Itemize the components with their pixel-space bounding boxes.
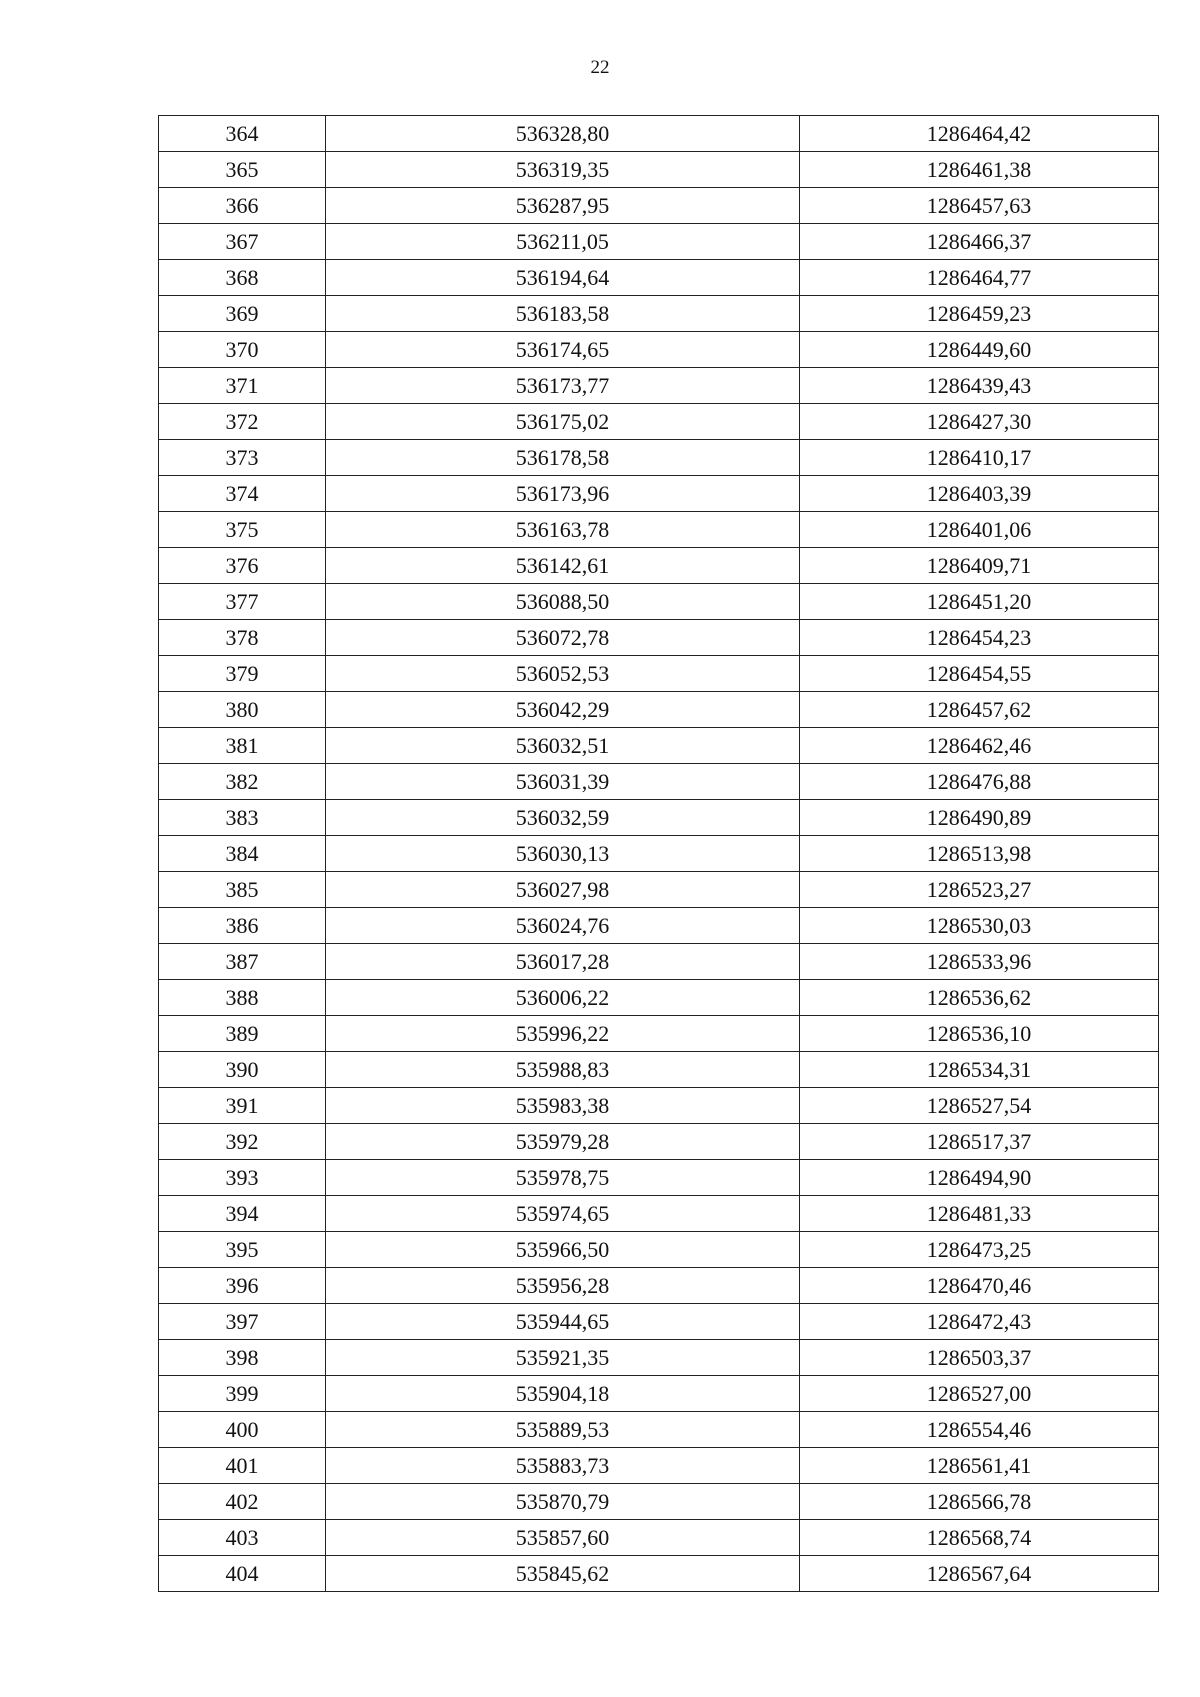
point-number-cell: 380	[159, 692, 326, 728]
point-number-cell: 402	[159, 1484, 326, 1520]
table-row	[159, 1304, 1159, 1340]
y-coordinate-cell: 1286536,62	[800, 980, 1159, 1016]
x-coordinate-cell: 536031,39	[326, 764, 800, 800]
table-row	[159, 836, 1159, 872]
table-row	[159, 980, 1159, 1016]
table-row	[159, 872, 1159, 908]
x-coordinate-cell: 535979,28	[326, 1124, 800, 1160]
x-coordinate-cell: 536024,76	[326, 908, 800, 944]
x-coordinate-cell: 535889,53	[326, 1412, 800, 1448]
y-coordinate-cell: 1286554,46	[800, 1412, 1159, 1448]
table-row	[159, 368, 1159, 404]
table-row	[159, 440, 1159, 476]
x-coordinate-cell: 536319,35	[326, 152, 800, 188]
x-coordinate-cell: 535966,50	[326, 1232, 800, 1268]
x-coordinate-cell: 535921,35	[326, 1340, 800, 1376]
page-number: 22	[590, 57, 610, 78]
table-row	[159, 260, 1159, 296]
table-row	[159, 656, 1159, 692]
table-row	[159, 1160, 1159, 1196]
y-coordinate-cell: 1286494,90	[800, 1160, 1159, 1196]
y-coordinate-cell: 1286517,37	[800, 1124, 1159, 1160]
table-row	[159, 800, 1159, 836]
x-coordinate-cell: 536328,80	[326, 116, 800, 152]
y-coordinate-cell: 1286457,63	[800, 188, 1159, 224]
point-number-cell: 385	[159, 872, 326, 908]
x-coordinate-cell: 536032,51	[326, 728, 800, 764]
table-row	[159, 692, 1159, 728]
y-coordinate-cell: 1286523,27	[800, 872, 1159, 908]
x-coordinate-cell: 535845,62	[326, 1556, 800, 1592]
y-coordinate-cell: 1286454,55	[800, 656, 1159, 692]
table-row	[159, 1412, 1159, 1448]
x-coordinate-cell: 535974,65	[326, 1196, 800, 1232]
x-coordinate-cell: 536183,58	[326, 296, 800, 332]
y-coordinate-cell: 1286403,39	[800, 476, 1159, 512]
table-row	[159, 1016, 1159, 1052]
x-coordinate-cell: 536030,13	[326, 836, 800, 872]
point-number-cell: 401	[159, 1448, 326, 1484]
y-coordinate-cell: 1286527,00	[800, 1376, 1159, 1412]
point-number-cell: 396	[159, 1268, 326, 1304]
x-coordinate-cell: 535870,79	[326, 1484, 800, 1520]
table-row	[159, 296, 1159, 332]
x-coordinate-cell: 535883,73	[326, 1448, 800, 1484]
point-number-cell: 371	[159, 368, 326, 404]
point-number-cell: 398	[159, 1340, 326, 1376]
point-number-cell: 382	[159, 764, 326, 800]
y-coordinate-cell: 1286401,06	[800, 512, 1159, 548]
y-coordinate-cell: 1286464,77	[800, 260, 1159, 296]
table-row	[159, 944, 1159, 980]
point-number-cell: 379	[159, 656, 326, 692]
table-row	[159, 620, 1159, 656]
table-row	[159, 188, 1159, 224]
table-row	[159, 1088, 1159, 1124]
y-coordinate-cell: 1286464,42	[800, 116, 1159, 152]
table-row	[159, 1376, 1159, 1412]
point-number-cell: 368	[159, 260, 326, 296]
x-coordinate-cell: 535983,38	[326, 1088, 800, 1124]
y-coordinate-cell: 1286561,41	[800, 1448, 1159, 1484]
table-row	[159, 764, 1159, 800]
y-coordinate-cell: 1286503,37	[800, 1340, 1159, 1376]
y-coordinate-cell: 1286513,98	[800, 836, 1159, 872]
table-row	[159, 908, 1159, 944]
y-coordinate-cell: 1286567,64	[800, 1556, 1159, 1592]
x-coordinate-cell: 535944,65	[326, 1304, 800, 1340]
table-row	[159, 1052, 1159, 1088]
table-row	[159, 224, 1159, 260]
point-number-cell: 393	[159, 1160, 326, 1196]
x-coordinate-cell: 536088,50	[326, 584, 800, 620]
table-row	[159, 1196, 1159, 1232]
y-coordinate-cell: 1286566,78	[800, 1484, 1159, 1520]
y-coordinate-cell: 1286459,23	[800, 296, 1159, 332]
x-coordinate-cell: 536178,58	[326, 440, 800, 476]
point-number-cell: 404	[159, 1556, 326, 1592]
point-number-cell: 378	[159, 620, 326, 656]
table-row	[159, 152, 1159, 188]
table-row	[159, 728, 1159, 764]
y-coordinate-cell: 1286568,74	[800, 1520, 1159, 1556]
x-coordinate-cell: 535956,28	[326, 1268, 800, 1304]
x-coordinate-cell: 535996,22	[326, 1016, 800, 1052]
point-number-cell: 377	[159, 584, 326, 620]
point-number-cell: 397	[159, 1304, 326, 1340]
point-number-cell: 394	[159, 1196, 326, 1232]
y-coordinate-cell: 1286527,54	[800, 1088, 1159, 1124]
point-number-cell: 367	[159, 224, 326, 260]
point-number-cell: 366	[159, 188, 326, 224]
x-coordinate-cell: 535988,83	[326, 1052, 800, 1088]
table-row	[159, 584, 1159, 620]
x-coordinate-cell: 536175,02	[326, 404, 800, 440]
y-coordinate-cell: 1286530,03	[800, 908, 1159, 944]
x-coordinate-cell: 535904,18	[326, 1376, 800, 1412]
table-row	[159, 1124, 1159, 1160]
point-number-cell: 372	[159, 404, 326, 440]
x-coordinate-cell: 536017,28	[326, 944, 800, 980]
table-row	[159, 476, 1159, 512]
x-coordinate-cell: 536173,77	[326, 368, 800, 404]
y-coordinate-cell: 1286533,96	[800, 944, 1159, 980]
point-number-cell: 395	[159, 1232, 326, 1268]
table-row	[159, 116, 1159, 152]
y-coordinate-cell: 1286457,62	[800, 692, 1159, 728]
point-number-cell: 376	[159, 548, 326, 584]
point-number-cell: 403	[159, 1520, 326, 1556]
table-row	[159, 1448, 1159, 1484]
x-coordinate-cell: 535978,75	[326, 1160, 800, 1196]
y-coordinate-cell: 1286534,31	[800, 1052, 1159, 1088]
y-coordinate-cell: 1286466,37	[800, 224, 1159, 260]
point-number-cell: 386	[159, 908, 326, 944]
x-coordinate-cell: 536072,78	[326, 620, 800, 656]
point-number-cell: 390	[159, 1052, 326, 1088]
table-row	[159, 548, 1159, 584]
y-coordinate-cell: 1286451,20	[800, 584, 1159, 620]
point-number-cell: 381	[159, 728, 326, 764]
point-number-cell: 365	[159, 152, 326, 188]
y-coordinate-cell: 1286470,46	[800, 1268, 1159, 1304]
table-row	[159, 1520, 1159, 1556]
y-coordinate-cell: 1286454,23	[800, 620, 1159, 656]
x-coordinate-cell: 536032,59	[326, 800, 800, 836]
y-coordinate-cell: 1286409,71	[800, 548, 1159, 584]
point-number-cell: 391	[159, 1088, 326, 1124]
y-coordinate-cell: 1286461,38	[800, 152, 1159, 188]
point-number-cell: 369	[159, 296, 326, 332]
y-coordinate-cell: 1286536,10	[800, 1016, 1159, 1052]
y-coordinate-cell: 1286490,89	[800, 800, 1159, 836]
point-number-cell: 387	[159, 944, 326, 980]
x-coordinate-cell: 536211,05	[326, 224, 800, 260]
point-number-cell: 384	[159, 836, 326, 872]
y-coordinate-cell: 1286410,17	[800, 440, 1159, 476]
x-coordinate-cell: 536287,95	[326, 188, 800, 224]
x-coordinate-cell: 536027,98	[326, 872, 800, 908]
point-number-cell: 399	[159, 1376, 326, 1412]
x-coordinate-cell: 536174,65	[326, 332, 800, 368]
point-number-cell: 392	[159, 1124, 326, 1160]
x-coordinate-cell: 536006,22	[326, 980, 800, 1016]
point-number-cell: 364	[159, 116, 326, 152]
y-coordinate-cell: 1286472,43	[800, 1304, 1159, 1340]
x-coordinate-cell: 536173,96	[326, 476, 800, 512]
x-coordinate-cell: 536163,78	[326, 512, 800, 548]
y-coordinate-cell: 1286481,33	[800, 1196, 1159, 1232]
y-coordinate-cell: 1286473,25	[800, 1232, 1159, 1268]
point-number-cell: 374	[159, 476, 326, 512]
y-coordinate-cell: 1286427,30	[800, 404, 1159, 440]
x-coordinate-cell: 536194,64	[326, 260, 800, 296]
coordinates-table-body	[159, 116, 1159, 1592]
y-coordinate-cell: 1286476,88	[800, 764, 1159, 800]
x-coordinate-cell: 535857,60	[326, 1520, 800, 1556]
x-coordinate-cell: 536142,61	[326, 548, 800, 584]
point-number-cell: 373	[159, 440, 326, 476]
table-row	[159, 332, 1159, 368]
table-row	[159, 1340, 1159, 1376]
point-number-cell: 388	[159, 980, 326, 1016]
y-coordinate-cell: 1286449,60	[800, 332, 1159, 368]
table-row	[159, 404, 1159, 440]
point-number-cell: 383	[159, 800, 326, 836]
table-row	[159, 512, 1159, 548]
x-coordinate-cell: 536052,53	[326, 656, 800, 692]
table-row	[159, 1268, 1159, 1304]
x-coordinate-cell: 536042,29	[326, 692, 800, 728]
point-number-cell: 375	[159, 512, 326, 548]
point-number-cell: 389	[159, 1016, 326, 1052]
y-coordinate-cell: 1286462,46	[800, 728, 1159, 764]
point-number-cell: 370	[159, 332, 326, 368]
table-row	[159, 1484, 1159, 1520]
y-coordinate-cell: 1286439,43	[800, 368, 1159, 404]
table-row	[159, 1232, 1159, 1268]
coordinates-table	[158, 115, 1159, 1592]
point-number-cell: 400	[159, 1412, 326, 1448]
table-row	[159, 1556, 1159, 1592]
